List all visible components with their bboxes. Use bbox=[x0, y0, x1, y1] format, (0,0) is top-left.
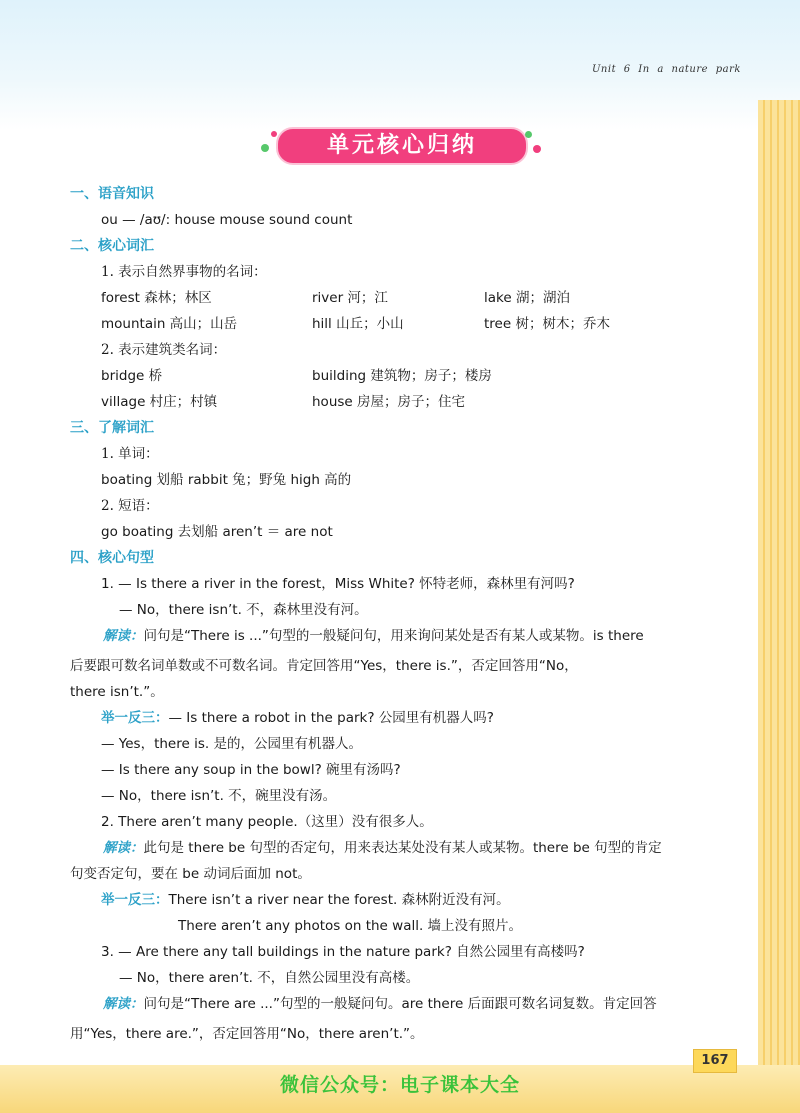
example-1-line-3: — Is there any soup in the bowl? 碗里有汤吗? bbox=[101, 762, 401, 778]
pattern-statement-2: 2. There aren’t many people.（这里）没有很多人。 bbox=[101, 814, 433, 830]
explanation-label: 解读： bbox=[103, 628, 144, 644]
vocab-item: river 河；江 bbox=[312, 290, 388, 306]
extra-subheading-words: 1. 单词： bbox=[101, 446, 159, 462]
example-1-line-1: 举一反三：— Is there a robot in the park? 公园里有机器人吗? bbox=[101, 710, 494, 726]
vocab-item: forest 森林；林区 bbox=[101, 290, 212, 306]
decor-dot-icon bbox=[525, 131, 532, 138]
example-label: 举一反三： bbox=[101, 892, 169, 908]
example-1-line-4: — No，there isn’t. 不，碗里没有汤。 bbox=[101, 788, 337, 804]
page-edge-right bbox=[758, 100, 800, 1113]
explanation-1-line-3: there isn’t.”。 bbox=[70, 684, 164, 700]
extra-subheading-phrases: 2. 短语： bbox=[101, 498, 159, 514]
decor-dot-icon bbox=[533, 145, 541, 153]
vocab-item: tree 树；树木；乔木 bbox=[484, 316, 610, 332]
page-title: 单元核心归纳 bbox=[276, 127, 528, 165]
pattern-answer-1: — No，there isn’t. 不，森林里没有河。 bbox=[119, 602, 368, 618]
vocab-item: hill 山丘；小山 bbox=[312, 316, 404, 332]
decor-dot-icon bbox=[271, 131, 277, 137]
vocab-item: village 村庄；村镇 bbox=[101, 394, 218, 410]
explanation-label: 解读： bbox=[103, 840, 144, 856]
vocab-item: house 房屋；房子；住宅 bbox=[312, 394, 466, 410]
section-title-core-vocab: 二、核心词汇 bbox=[70, 238, 154, 254]
explanation-3-line-2: 用“Yes，there are.”，否定回答用“No，there aren’t.”。 bbox=[70, 1026, 424, 1042]
explanation-1-line-1: 解读：问句是“There is ...”句型的一般疑问句，用来询问某处是否有某人或某物。is there bbox=[103, 628, 644, 644]
section-title-extra-vocab: 三、了解词汇 bbox=[70, 420, 154, 436]
example-2-line-2: There aren’t any photos on the wall. 墙上没有照片。 bbox=[178, 918, 523, 934]
watermark-text: 微信公众号：电子课本大全 bbox=[279, 1074, 520, 1096]
vocab-item: mountain 高山；山岳 bbox=[101, 316, 238, 332]
vocab-item: bridge 桥 bbox=[101, 368, 163, 384]
pattern-answer-3: — No，there aren’t. 不，自然公园里没有高楼。 bbox=[119, 970, 420, 986]
title-banner-group bbox=[256, 124, 546, 164]
vocab-subheading-buildings: 2. 表示建筑类名词： bbox=[101, 342, 227, 358]
explanation-3-line-1: 解读：问句是“There are ...”句型的一般疑问句。are there 后面跟可数名词复数。肯定回答 bbox=[103, 996, 657, 1012]
extra-phrases-line: go boating 去划船 aren’t ＝ are not bbox=[101, 524, 333, 540]
extra-words-line: boating 划船 rabbit 兔；野兔 high 高的 bbox=[101, 472, 352, 488]
phonics-line: ou — /aʊ/: house mouse sound count bbox=[101, 212, 353, 228]
example-1-line-2: — Yes，there is. 是的，公园里有机器人。 bbox=[101, 736, 362, 752]
example-label: 举一反三： bbox=[101, 710, 169, 726]
pattern-question-1: 1. — Is there a river in the forest，Miss White? 怀特老师，森林里有河吗? bbox=[101, 576, 575, 592]
vocab-item: lake 湖；湖泊 bbox=[484, 290, 570, 306]
decor-dot-icon bbox=[261, 144, 269, 152]
page-number: 167 bbox=[693, 1049, 737, 1073]
section-title-sentence-patterns: 四、核心句型 bbox=[70, 550, 154, 566]
explanation-1-line-2: 后要跟可数名词单数或不可数名词。肯定回答用“Yes，there is.”，否定回答用“No， bbox=[70, 658, 578, 674]
explanation-2-line-2: 句变否定句，要在 be 动词后面加 not。 bbox=[70, 866, 311, 882]
vocab-subheading-nature: 1. 表示自然界事物的名词： bbox=[101, 264, 267, 280]
explanation-2-line-1: 解读：此句是 there be 句型的否定句，用来表达某处没有某人或某物。there be 句型的肯定 bbox=[103, 840, 662, 856]
example-2-line-1: 举一反三：There isn’t a river near the forest. 森林附近没有河。 bbox=[101, 892, 510, 908]
section-title-phonics: 一、语音知识 bbox=[70, 186, 154, 202]
unit-header: Unit 6 In a nature park bbox=[592, 64, 741, 75]
pattern-question-3: 3. — Are there any tall buildings in the nature park? 自然公园里有高楼吗? bbox=[101, 944, 585, 960]
vocab-item: building 建筑物；房子；楼房 bbox=[312, 368, 492, 384]
explanation-label: 解读： bbox=[103, 996, 144, 1012]
